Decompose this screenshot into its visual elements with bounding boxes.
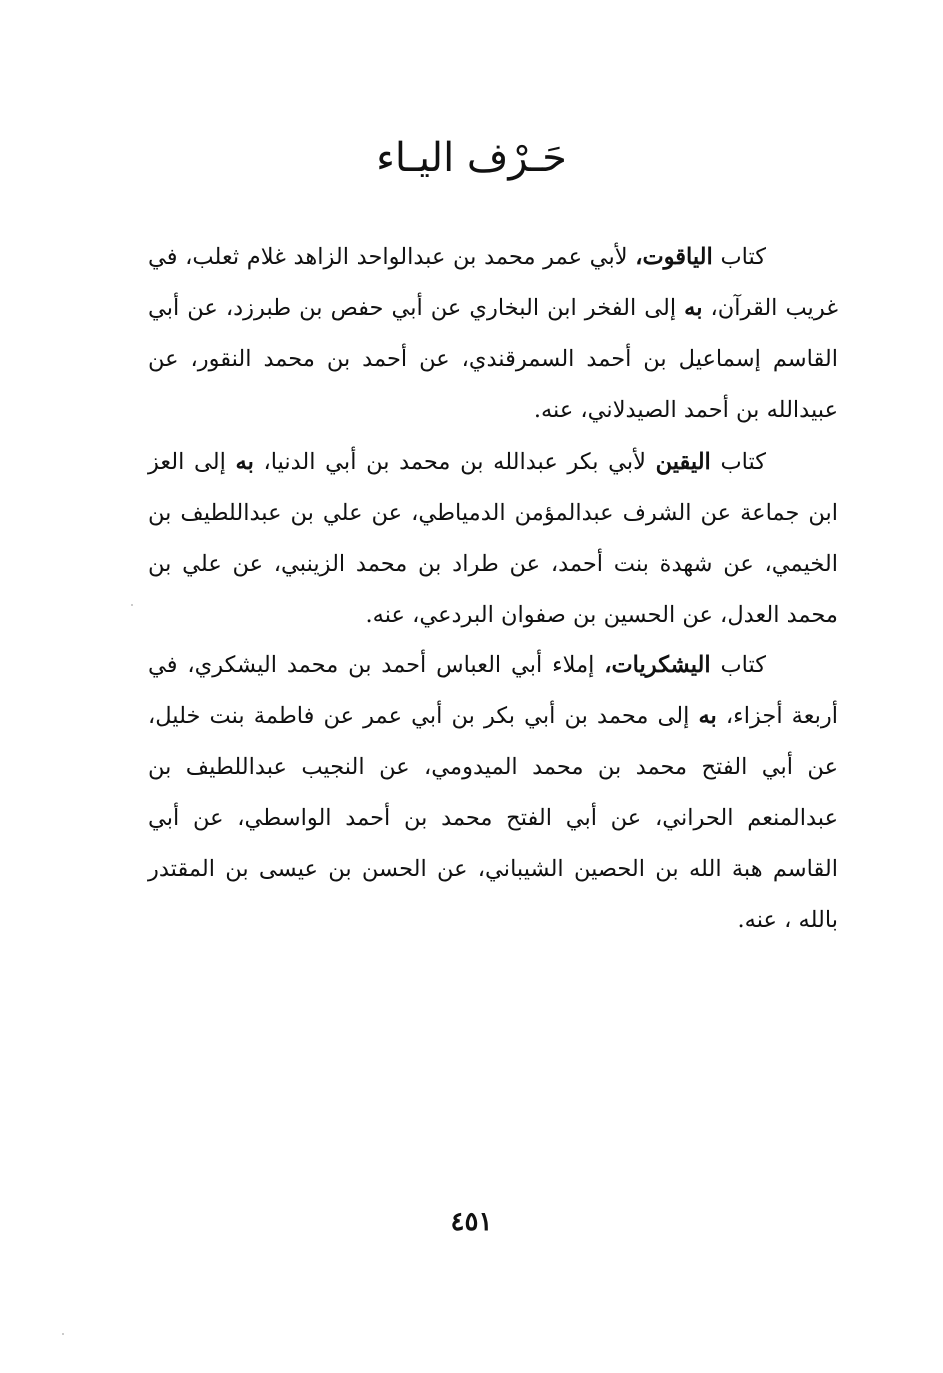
entry-paragraph [148, 232, 838, 436]
entry-yaqin [148, 437, 838, 641]
entry-prefix: كتاب [710, 652, 766, 678]
bihi-marker: به [684, 295, 703, 321]
bihi-marker: به [698, 703, 717, 729]
entry-chain: إلى محمد بن أبي بكر بن أبي عمر عن فاطمة بنت خليل، عن أبي الفتح محمد بن محمد الميدومي، عن النجيب عبداللطيف بن عبدالمنعم الحراني، عن أبي الفتح محمد بن أحمد الواسطي، عن أبي القاسم هبة الله بن الحصين الشيباني، عن الحسن بن عيسى بن المقتدر بالله ، عنه. [148, 703, 838, 933]
bihi-marker: به [235, 449, 254, 475]
entry-text: لأبي بكر عبدالله بن محمد بن أبي الدنيا، [253, 449, 656, 475]
book-title: اليقين [655, 449, 711, 475]
scan-speck [62, 1333, 64, 1335]
entry-text: لأبي عمر محمد بن عبدالواحد الزاهد غلام ثعلب، في غريب القرآن، [148, 244, 839, 321]
page-number: ٤٥١ [450, 1207, 493, 1237]
entry-paragraph [148, 437, 838, 641]
entry-prefix: كتاب [712, 244, 766, 270]
entry-text: إملاء أبي العباس أحمد بن محمد اليشكري، في أربعة أجزاء، [148, 652, 838, 729]
book-title: اليشكريات، [604, 652, 711, 678]
entry-paragraph [148, 640, 838, 946]
book-title: الياقوت، [635, 244, 713, 270]
section-heading: حَـرْف اليـاء [376, 135, 567, 181]
entry-chain: إلى العز ابن جماعة عن الشرف عبدالمؤمن الدمياطي، عن علي بن عبداللطيف بن الخيمي، عن شهدة بنت أحمد، عن طراد بن محمد الزينبي، عن علي بن محمد العدل، عن الحسين بن صفوان البردعي، عنه. [148, 449, 838, 628]
entry-prefix: كتاب [710, 449, 766, 475]
entry-yashkuriyat [148, 640, 838, 946]
entry-chain: إلى الفخر ابن البخاري عن أبي حفص بن طبرزد، عن أبي القاسم إسماعيل بن أحمد السمرقندي، عن أحمد بن محمد النقور، عن عبيدالله بن أحمد الصيدلاني، عنه. [148, 295, 838, 423]
scan-speck [131, 604, 133, 606]
entry-yaqut [148, 232, 838, 436]
